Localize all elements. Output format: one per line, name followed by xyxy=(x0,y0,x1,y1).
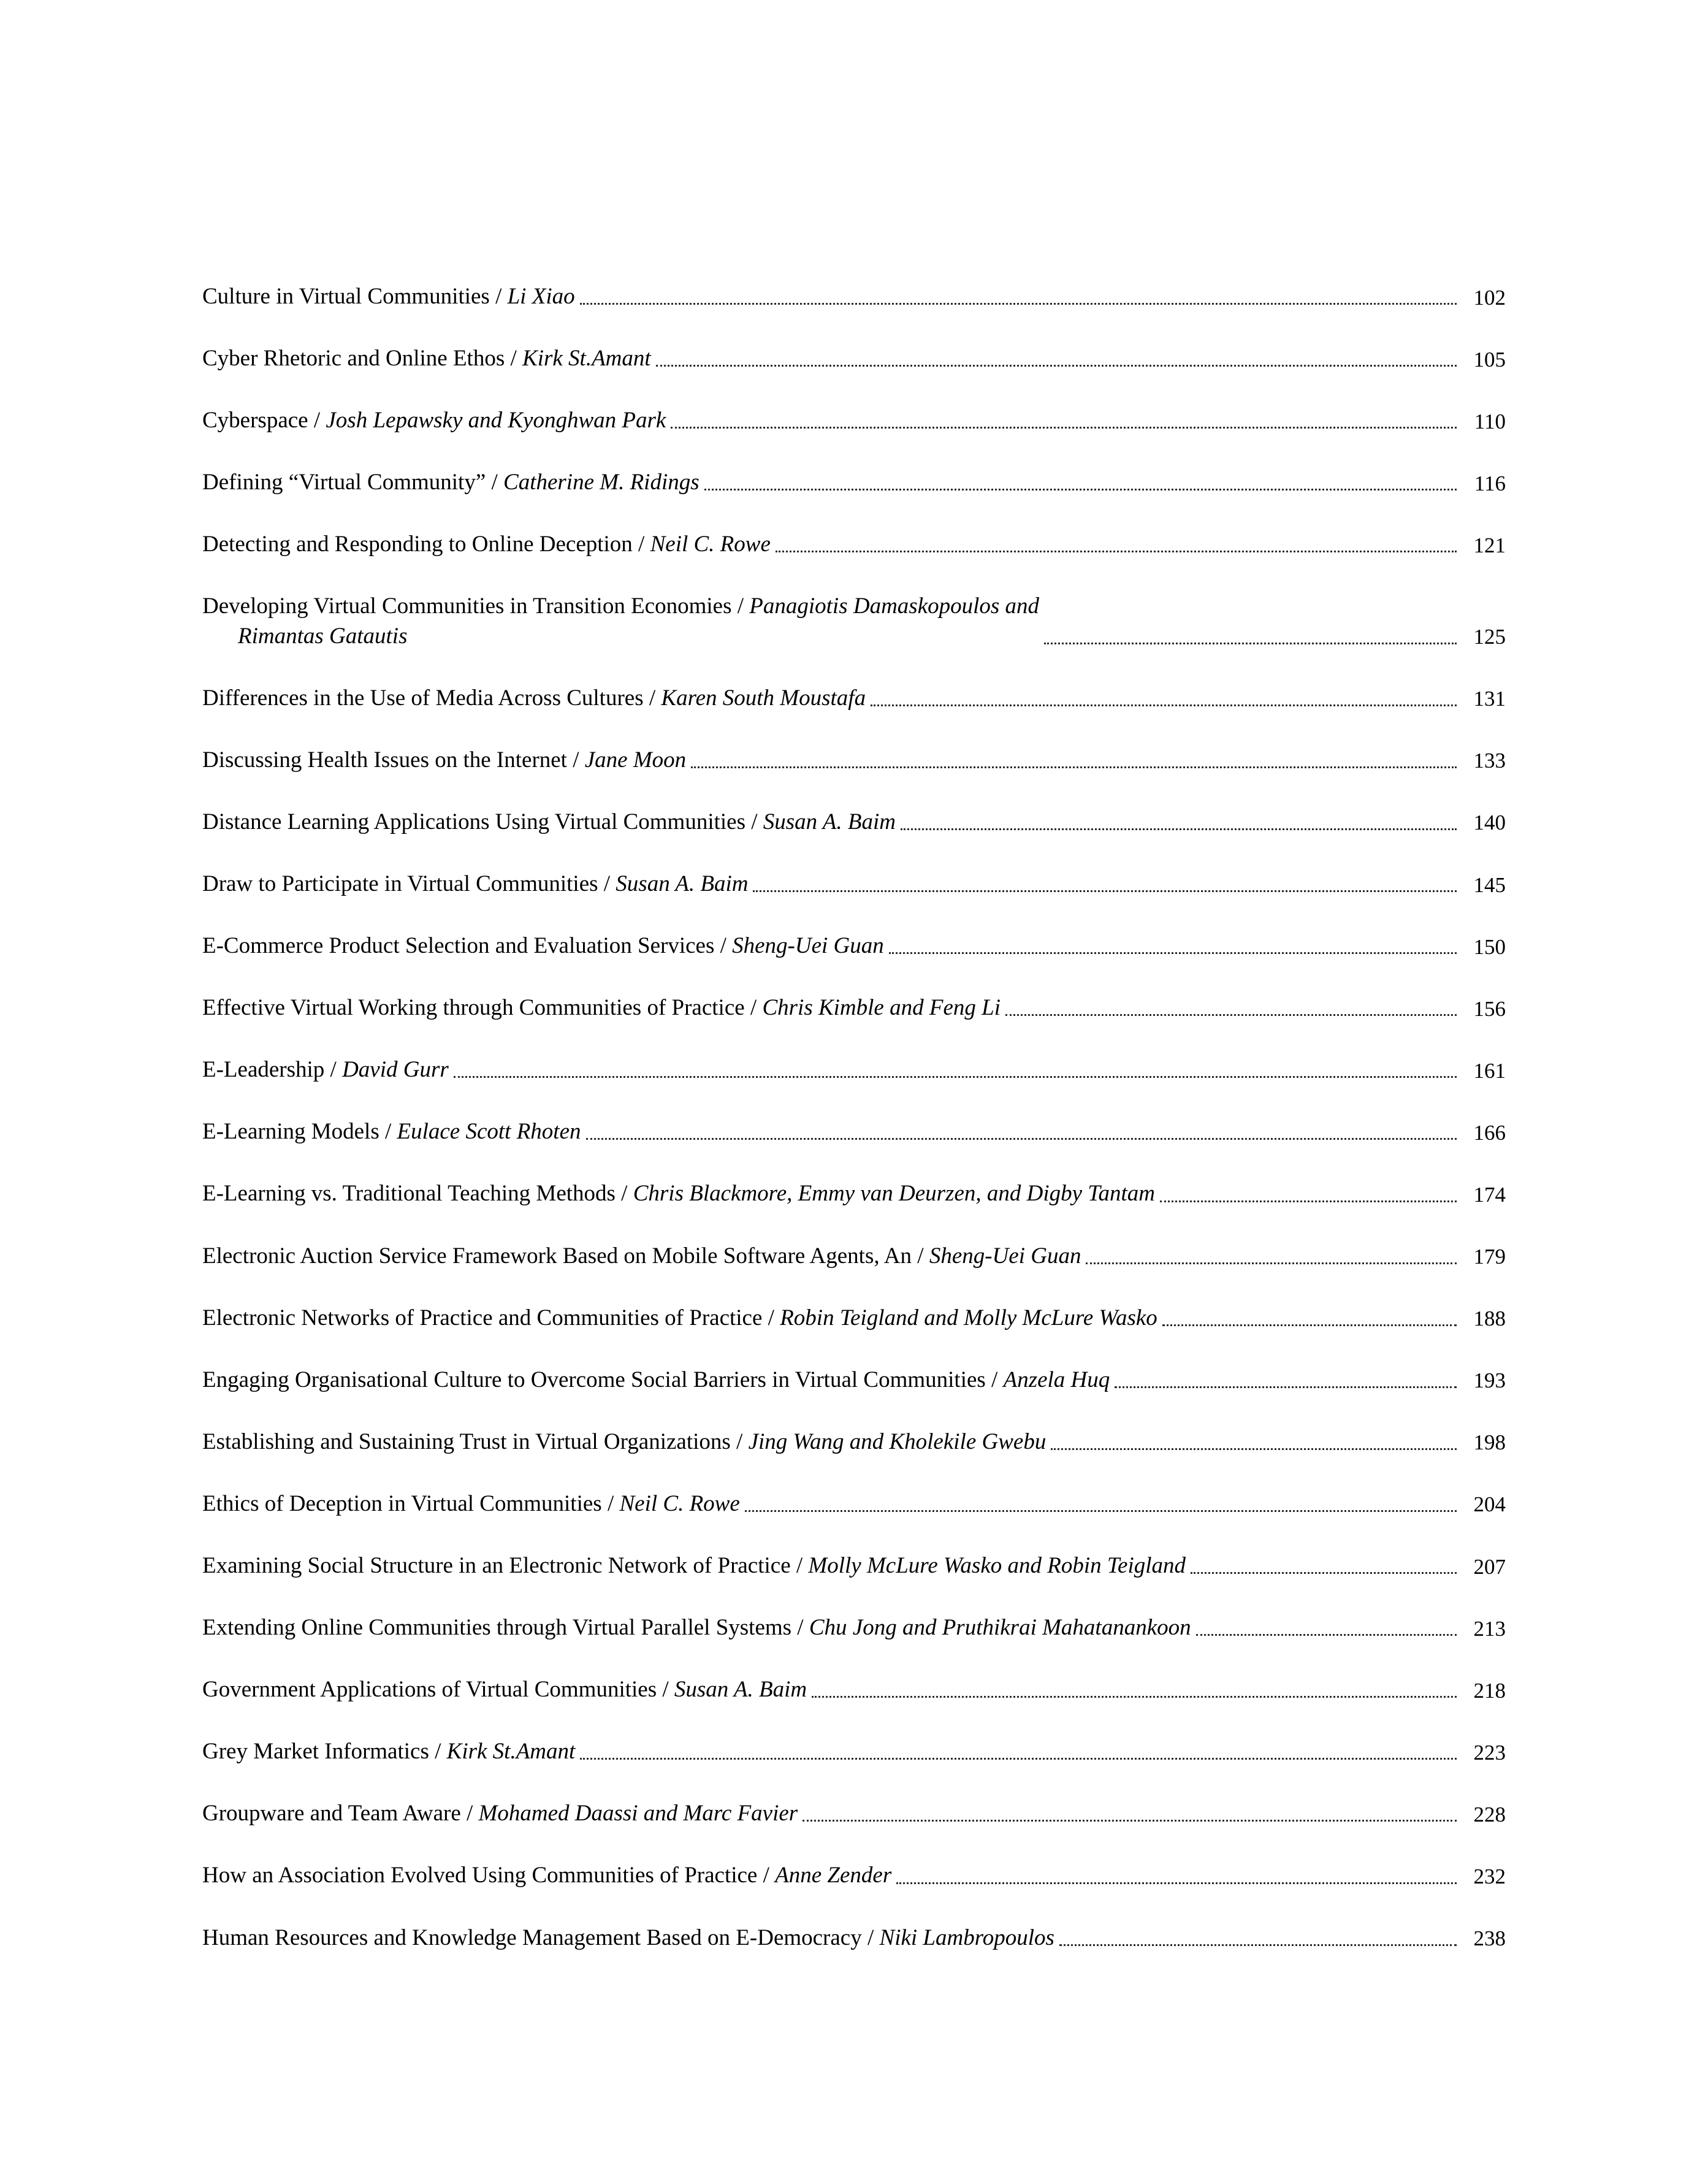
toc-leader-dots xyxy=(1005,1013,1457,1016)
toc-entry-inner xyxy=(202,931,1506,961)
toc-page-number[interactable]: 188 xyxy=(1473,1307,1506,1331)
toc-leader-dots xyxy=(889,952,1457,954)
toc-leader-dots xyxy=(1196,1633,1457,1636)
toc-entry-author: Sheng-Uei Guan xyxy=(929,1243,1081,1269)
toc-entry-text xyxy=(202,1489,740,1519)
toc-leader-dots xyxy=(776,550,1457,552)
toc-page-number[interactable]: 110 xyxy=(1474,409,1506,433)
toc-entry[interactable] xyxy=(202,468,1506,497)
toc-entry-title: Cyberspace / xyxy=(202,408,326,433)
toc-page-number[interactable]: 193 xyxy=(1473,1368,1506,1393)
toc-leader-dots xyxy=(671,426,1457,429)
toc-page-number[interactable]: 156 xyxy=(1473,996,1506,1021)
toc-entry-author: Kirk St.Amant xyxy=(446,1739,576,1765)
toc-entry-title: Distance Learning Applications Using Virtual Communities / xyxy=(202,809,763,834)
toc-entry-text xyxy=(202,1303,1157,1333)
toc-entry[interactable] xyxy=(202,1551,1506,1581)
toc-entry-inner xyxy=(202,344,1506,373)
toc-entry-text xyxy=(202,1055,449,1085)
toc-entry-title: E-Learning vs. Traditional Teaching Methods / xyxy=(202,1181,633,1207)
toc-entry[interactable] xyxy=(202,1242,1506,1271)
toc-page-number[interactable]: 125 xyxy=(1473,625,1506,649)
toc-entry-text xyxy=(202,1675,807,1704)
toc-entry-title: Discussing Health Issues on the Internet / xyxy=(202,747,585,773)
toc-entry-inner xyxy=(202,807,1506,837)
toc-entry-author: Anne Zender xyxy=(775,1863,892,1888)
toc-page-number[interactable]: 131 xyxy=(1473,687,1506,711)
toc-entry[interactable] xyxy=(202,1861,1506,1890)
toc-entry-text xyxy=(202,1613,1191,1643)
toc-page-number[interactable]: 133 xyxy=(1473,749,1506,773)
toc-entry[interactable] xyxy=(202,1303,1506,1333)
toc-entry-author: Catherine M. Ridings xyxy=(503,470,700,495)
toc-entry-inner xyxy=(202,1737,1506,1766)
toc-entry-inner xyxy=(202,406,1506,435)
toc-entry-title: Grey Market Informatics / xyxy=(202,1739,447,1765)
toc-entry[interactable] xyxy=(202,1923,1506,1953)
toc-entry[interactable] xyxy=(202,592,1506,651)
toc-entry[interactable] xyxy=(202,1489,1506,1519)
toc-entry-title: Establishing and Sustaining Trust in Virtual Organizations / xyxy=(202,1429,749,1454)
toc-leader-dots xyxy=(580,1757,1457,1760)
toc-leader-dots xyxy=(454,1075,1457,1078)
toc-entry-title: Culture in Virtual Communities / xyxy=(202,284,508,309)
toc-entry-inner xyxy=(202,869,1506,899)
toc-entry[interactable] xyxy=(202,1117,1506,1147)
toc-entry[interactable] xyxy=(202,807,1506,837)
toc-entry-text xyxy=(202,406,666,435)
toc-page-number[interactable]: 232 xyxy=(1473,1865,1506,1889)
toc-entry-author: Sheng-Uei Guan xyxy=(732,933,884,959)
toc-entry[interactable] xyxy=(202,1365,1506,1395)
toc-leader-dots xyxy=(871,704,1457,706)
toc-leader-dots xyxy=(1059,1944,1457,1946)
toc-entry-author: Jing Wang and Kholekile Gwebu xyxy=(748,1429,1047,1454)
toc-entry[interactable] xyxy=(202,1737,1506,1766)
toc-entry[interactable] xyxy=(202,684,1506,713)
toc-entry[interactable] xyxy=(202,344,1506,373)
toc-page-number[interactable]: 105 xyxy=(1473,347,1506,372)
toc-leader-dots xyxy=(691,766,1457,768)
toc-entry[interactable] xyxy=(202,1179,1506,1208)
toc-entry-title: Detecting and Responding to Online Deception / xyxy=(202,532,650,557)
toc-entry-inner xyxy=(202,1117,1506,1147)
toc-entry[interactable] xyxy=(202,406,1506,435)
toc-entry-text xyxy=(202,931,884,961)
toc-entry-author: Neil C. Rowe xyxy=(650,532,771,557)
toc-page-number[interactable]: 174 xyxy=(1473,1183,1506,1207)
toc-entry-inner xyxy=(202,1923,1506,1953)
toc-entry-text xyxy=(202,807,896,837)
toc-entry-text xyxy=(202,1861,891,1890)
toc-page-number[interactable]: 145 xyxy=(1473,872,1506,897)
toc-entry-author: Molly McLure Wasko and Robin Teigland xyxy=(808,1552,1186,1578)
toc-entry-inner xyxy=(202,1489,1506,1519)
toc-entry-text xyxy=(202,1365,1110,1395)
toc-leader-dots xyxy=(896,1882,1457,1884)
toc-leader-dots xyxy=(1191,1571,1457,1574)
toc-entry-author-continued: Rimantas Gatautis xyxy=(238,623,408,649)
toc-entry-text xyxy=(202,1551,1186,1581)
toc-page-number[interactable]: 228 xyxy=(1473,1802,1506,1826)
toc-entry-inner xyxy=(202,468,1506,497)
toc-leader-dots xyxy=(753,890,1457,892)
toc-page-number[interactable]: 238 xyxy=(1473,1926,1506,1951)
toc-entry-author: Li Xiao xyxy=(507,284,575,309)
toc-leader-dots xyxy=(1044,642,1457,644)
toc-entry[interactable] xyxy=(202,993,1506,1023)
toc-entry-author: Jane Moon xyxy=(584,747,687,773)
toc-entry-inner xyxy=(202,684,1506,713)
toc-entry-inner xyxy=(202,1055,1506,1085)
toc-entry-title: Human Resources and Knowledge Management Based on E-Democracy / xyxy=(202,1925,880,1950)
toc-entry-author: Eulace Scott Rhoten xyxy=(397,1119,581,1145)
toc-entry-text xyxy=(202,1923,1054,1953)
toc-page-number[interactable]: 213 xyxy=(1473,1616,1506,1641)
toc-entry[interactable] xyxy=(202,282,1506,311)
toc-page-number[interactable]: 161 xyxy=(1473,1058,1506,1083)
toc-entry-text xyxy=(202,1427,1046,1457)
toc-entry[interactable] xyxy=(202,1055,1506,1085)
toc-entry-text xyxy=(202,1179,1155,1208)
toc-entry-title: Defining “Virtual Community” / xyxy=(202,470,504,495)
toc-entry-title: Electronic Networks of Practice and Communities of Practice / xyxy=(202,1305,780,1330)
toc-entry-title: Engaging Organisational Culture to Overcome Social Barriers in Virtual Communities / xyxy=(202,1367,1004,1392)
toc-entry-title: Extending Online Communities through Virtual Parallel Systems / xyxy=(202,1615,809,1641)
toc-entry-title: Examining Social Structure in an Electronic Network of Practice / xyxy=(202,1552,809,1578)
toc-entry-inner xyxy=(202,1613,1506,1643)
toc-entry-title: Draw to Participate in Virtual Communities / xyxy=(202,871,616,896)
toc-entry-text xyxy=(202,468,700,497)
toc-leader-dots xyxy=(704,488,1457,490)
toc-entry-author: Josh Lepawsky and Kyonghwan Park xyxy=(326,408,666,433)
toc-entry[interactable] xyxy=(202,746,1506,775)
toc-leader-dots xyxy=(1115,1386,1457,1388)
toc-entry-inner xyxy=(202,1303,1506,1333)
toc-entry-author: Chris Blackmore, Emmy van Deurzen, and Digby Tantam xyxy=(633,1181,1155,1207)
toc-entry[interactable] xyxy=(202,931,1506,961)
toc-entry-text xyxy=(202,1117,581,1147)
toc-leader-dots xyxy=(656,364,1457,367)
toc-page-number[interactable]: 166 xyxy=(1473,1120,1506,1145)
toc-page-number[interactable]: 204 xyxy=(1473,1492,1506,1517)
toc-entry[interactable] xyxy=(202,1675,1506,1704)
toc-entry-title: Electronic Auction Service Framework Based on Mobile Software Agents, An / xyxy=(202,1243,929,1269)
toc-entry-author: Susan A. Baim xyxy=(616,871,749,896)
toc-entry-inner xyxy=(202,1365,1506,1395)
toc-entry-text xyxy=(202,344,651,373)
toc-page-number[interactable]: 121 xyxy=(1473,533,1506,557)
toc-entry-author: Mohamed Daassi and Marc Favier xyxy=(478,1801,798,1826)
toc-entry-author: Karen South Moustafa xyxy=(661,685,866,711)
toc-entry-inner xyxy=(202,1675,1506,1704)
toc-page-number[interactable]: 150 xyxy=(1473,934,1506,959)
toc-entry-author: Neil C. Rowe xyxy=(619,1490,740,1516)
toc-leader-dots xyxy=(901,828,1457,830)
toc-entry-author: Chu Jong and Pruthikrai Mahatanankoon xyxy=(809,1615,1191,1641)
toc-leader-dots xyxy=(1162,1324,1457,1326)
toc-entry-title: E-Commerce Product Selection and Evaluation Services / xyxy=(202,933,733,959)
toc-entry-title: Differences in the Use of Media Across Cultures / xyxy=(202,685,661,711)
toc-page-number[interactable]: 102 xyxy=(1473,285,1506,310)
toc-entry-inner xyxy=(202,1179,1506,1208)
toc-entry-inner xyxy=(202,592,1506,651)
toc-entry-text xyxy=(202,530,771,559)
toc-entry-author: Chris Kimble and Feng Li xyxy=(762,995,1001,1021)
toc-page-number[interactable]: 179 xyxy=(1473,1245,1506,1269)
toc-page-number[interactable]: 116 xyxy=(1474,471,1506,495)
toc-entry[interactable] xyxy=(202,1427,1506,1457)
toc-leader-dots xyxy=(745,1510,1457,1512)
toc-entry-author: David Gurr xyxy=(342,1057,449,1083)
toc-entry-inner xyxy=(202,282,1506,311)
toc-leader-dots xyxy=(812,1695,1457,1698)
toc-leader-dots xyxy=(1160,1200,1457,1202)
toc-list xyxy=(202,282,1506,1953)
toc-page-number[interactable]: 198 xyxy=(1473,1430,1506,1455)
toc-entry-title: Groupware and Team Aware / xyxy=(202,1801,479,1826)
toc-entry-inner xyxy=(202,1861,1506,1890)
toc-leader-dots xyxy=(586,1137,1457,1140)
toc-entry-title: E-Learning Models / xyxy=(202,1119,397,1145)
toc-entry[interactable] xyxy=(202,869,1506,899)
toc-entry[interactable] xyxy=(202,530,1506,559)
toc-entry-title-line xyxy=(202,592,1039,621)
toc-entry-text xyxy=(202,1799,798,1828)
toc-entry-text xyxy=(202,684,866,713)
toc-entry-inner xyxy=(202,1551,1506,1581)
toc-entry-author: Susan A. Baim xyxy=(763,809,896,834)
toc-entry[interactable] xyxy=(202,1613,1506,1643)
toc-entry-text xyxy=(202,1242,1081,1271)
toc-leader-dots xyxy=(1086,1262,1457,1264)
toc-entry-inner xyxy=(202,993,1506,1023)
toc-page-number[interactable]: 207 xyxy=(1473,1554,1506,1579)
toc-entry-author: Kirk St.Amant xyxy=(522,346,651,372)
toc-entry-text xyxy=(202,1737,575,1766)
toc-entry-text xyxy=(202,993,1001,1023)
toc-entry-author: Susan A. Baim xyxy=(674,1677,807,1703)
toc-leader-dots xyxy=(580,302,1457,305)
toc-page-number[interactable]: 223 xyxy=(1473,1740,1506,1765)
toc-entry-title: Cyber Rhetoric and Online Ethos / xyxy=(202,346,523,372)
toc-entry-author: Panagiotis Damaskopoulos and xyxy=(749,594,1040,619)
toc-page-number[interactable]: 218 xyxy=(1473,1678,1506,1703)
toc-leader-dots xyxy=(1051,1448,1457,1450)
toc-entry-title: E-Leadership / xyxy=(202,1057,343,1083)
toc-entry-text xyxy=(202,869,748,899)
toc-entry-text xyxy=(202,592,1039,651)
toc-entry-title: Effective Virtual Working through Communities of Practice / xyxy=(202,995,763,1021)
toc-entry-author: Robin Teigland and Molly McLure Wasko xyxy=(780,1305,1157,1330)
toc-entry-inner xyxy=(202,746,1506,775)
toc-entry-author: Anzela Huq xyxy=(1003,1367,1110,1392)
toc-entry-title: Ethics of Deception in Virtual Communities / xyxy=(202,1490,620,1516)
toc-entry-text xyxy=(202,282,575,311)
toc-entry-title: Developing Virtual Communities in Transition Economies / xyxy=(202,594,750,619)
toc-entry-inner xyxy=(202,1242,1506,1271)
toc-leader-dots xyxy=(803,1819,1457,1822)
toc-entry-title: How an Association Evolved Using Communities of Practice / xyxy=(202,1863,776,1888)
toc-entry-inner xyxy=(202,530,1506,559)
toc-entry-inner xyxy=(202,1799,1506,1828)
toc-entry-text xyxy=(202,746,686,775)
toc-entry-author: Niki Lambropoulos xyxy=(879,1925,1054,1950)
toc-page-number[interactable]: 140 xyxy=(1473,811,1506,835)
toc-entry-inner xyxy=(202,1427,1506,1457)
toc-entry-title: Government Applications of Virtual Communities / xyxy=(202,1677,674,1703)
toc-entry[interactable] xyxy=(202,1799,1506,1828)
